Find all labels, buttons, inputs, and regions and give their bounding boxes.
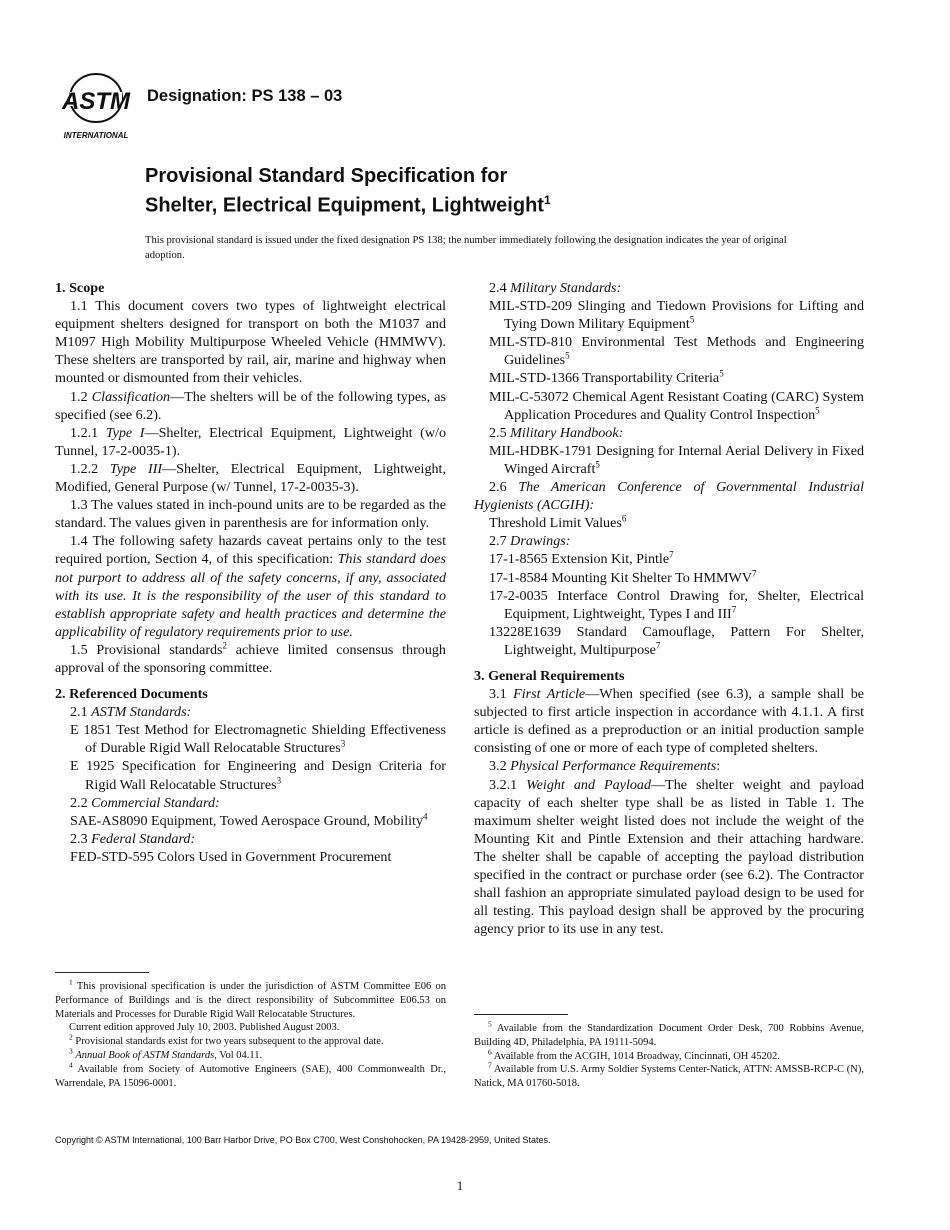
ref-text: SAE-AS8090 Equipment, Towed Aerospace Ground, Mobility (70, 812, 424, 829)
para-3-2 (474, 757, 864, 775)
para-text: —When specified (see 6.3), a sample shall be subjected to first article inspection in accordance with 4.1.1. A first article is defined as a preproduction or an initial production sample consisting of one or more of each type of completed shelters. (474, 686, 864, 757)
para-num: 2.1 (70, 704, 88, 721)
footnote-text: Available from the ACGIH, 1014 Broadway, Cincinnati, OH 45202. (493, 1050, 780, 1062)
footnote-text: Provisional standards exist for two years subsequent to the approval date. (75, 1036, 384, 1048)
ref-text: MIL-STD-1366 Transportability Criteria (489, 370, 720, 387)
footnote-ref[interactable]: 3 (276, 774, 282, 785)
para-2-2 (55, 794, 446, 812)
ref-text: 17-2-0035 Interface Control Drawing for, Shelter, Electrical Equipment, Lightweight, Types I and III (489, 587, 864, 622)
para-label: ASTM Standards: (91, 704, 192, 721)
para-text: —Shelter, Electrical Equipment, Lightweight (w/o Tunnel, 17-2-0035-1). (55, 424, 446, 459)
ref-text: Threshold Limit Values (489, 515, 622, 532)
para-label: Weight and Payload (526, 776, 651, 793)
para-1-5 (55, 641, 446, 677)
ref-mil-std-209 (474, 297, 864, 333)
footnote-rule-left (55, 972, 149, 973)
ref-text: E 1925 Specification for Engineering and Design Criteria for Rigid Wall Relocatable Structures (70, 758, 446, 793)
para-num: 3.1 (489, 686, 507, 703)
footnote-text: Available from the Standardization Document Order Desk, 700 Robbins Avenue, Building 4D, Philadelphia, PA 19111-5094. (474, 1023, 864, 1048)
para-num: 1.2.1 (70, 424, 99, 441)
footnote-marker: 3 (69, 1046, 73, 1056)
footnote-2 (55, 1032, 446, 1049)
para-label: First Article (513, 686, 586, 703)
title-line-2 (145, 188, 551, 218)
title-line-2-text: Shelter, Electrical Equipment, Lightweight (145, 194, 544, 217)
para-text: —Shelter, Electrical Equipment, Lightweight, Modified, General Purpose (w/ Tunnel, 17-2-0035-3). (55, 460, 446, 496)
para-1-2-1 (55, 424, 446, 460)
para-label: Drawings: (510, 533, 571, 550)
footnote-marker: 4 (69, 1060, 73, 1070)
para-text: 1.5 Provisional standards (70, 641, 223, 658)
para-num: 2.4 (489, 280, 507, 296)
para-2-4 (474, 279, 864, 297)
footnote-ref[interactable]: 7 (752, 567, 757, 578)
footnote-ref[interactable]: 5 (565, 350, 570, 361)
para-label: Federal Standard: (91, 830, 196, 847)
para-num: 3.2.1 (489, 776, 518, 793)
footnotes-left (55, 977, 446, 1090)
footnote-ref[interactable]: 7 (655, 640, 661, 651)
ref-mil-std-810 (474, 333, 864, 369)
ref-text: MIL-STD-810 Environmental Test Methods and Engineering Guidelines (489, 334, 864, 369)
para-2-1 (55, 703, 446, 721)
ref-text: MIL-C-53072 Chemical Agent Resistant Coating (CARC) System Application Procedures and Quality Control Inspection (489, 388, 864, 423)
ref-fed-std: FED-STD-595 Colors Used in Government Procurement (70, 848, 392, 865)
ref-tlv (474, 514, 864, 532)
copyright-notice: Copyright © ASTM International, 100 Barr Harbor Drive, PO Box C700, West Conshohocken, PA 19428-2959, United States. (55, 1135, 551, 1145)
para-num: 1.2 (70, 388, 88, 405)
astm-logo (56, 70, 136, 144)
para-label: Type I (105, 424, 145, 441)
footnote-1-edition: Current edition approved July 10, 2003. Published August 2003. (69, 1022, 340, 1034)
footnote-rule-right (474, 1014, 568, 1015)
issued-note: This provisional standard is issued under the fixed designation PS 138; the number immediately following the designation indicates the year of original adoption. (145, 235, 787, 261)
ref-mil-std-1366 (474, 369, 864, 387)
footnote-text: This provisional specification is under the jurisdiction of ASTM Committee E06 on Performance of Buildings and is the direct responsibility of Subcommittee E06.53 on Materials and Processes for Durable Rigid Wall Relocatable Structures. (55, 981, 446, 1020)
para-text: achieve limited consensus through approval of the sponsoring committee. (55, 641, 446, 676)
ref-text: MIL-HDBK-1791 Designing for Internal Aerial Delivery in Fixed Winged Aircraft (489, 442, 864, 477)
ref-text: 13228E1639 Standard Camouflage, Pattern For Shelter, Lightweight, Multipurpose (489, 623, 864, 658)
para-label: Military Standards: (510, 280, 622, 296)
scope-heading: 1. Scope (55, 280, 105, 296)
drawing-8584 (474, 569, 864, 587)
drawing-8565 (474, 550, 864, 568)
footnote-ref[interactable]: 5 (595, 459, 600, 470)
para-1-4 (55, 532, 446, 641)
para-2-3 (55, 830, 446, 848)
footnote-ref[interactable]: 7 (731, 604, 737, 614)
ref-text: E 1851 Test Method for Electromagnetic Shielding Effectiveness of Durable Rigid Wall Relocatable Structures (70, 722, 446, 757)
footnote-marker: 6 (488, 1047, 492, 1057)
left-column (55, 279, 446, 866)
footnote-ref[interactable]: 4 (423, 811, 428, 822)
safety-caveat: This standard does not purport to address all of the safety concerns, if any, associated with its use. It is the responsibility of the user of this standard to establish appropriate safety and health practices and determine the applicability of regulatory requirements prior to use. (55, 551, 446, 640)
para-label: Type III (109, 460, 163, 477)
footnote-6 (474, 1047, 864, 1064)
footnote-4 (55, 1060, 446, 1091)
para-3-1 (474, 685, 864, 757)
para-2-7 (474, 532, 864, 550)
footnote-ref[interactable]: 5 (689, 314, 695, 325)
para-1-1: 1.1 This document covers two types of lightweight electrical equipment shelters designed for transport on both the M1037 and M1097 High Mobility Multipurpose Wheeled Vehicle (HMMWV). These shelters are transported by rail, air, marine and highway when mounted or dismounted from their vehicles. (55, 298, 446, 387)
para-text: : (716, 758, 721, 775)
footnote-text: Available from U.S. Army Soldier Systems Center-Natick, ATTN: AMSSB-RCP-C (N), Natick, MA 01760-5018. (474, 1064, 864, 1090)
para-num: 2.2 (70, 794, 88, 811)
document-title (145, 164, 551, 218)
footnote-ref[interactable]: 3 (340, 738, 346, 749)
para-text: —The shelters will be of the following types, as specified (see 6.2). (55, 388, 447, 423)
footnote-text: Available from Society of Automotive Engineers (SAE), 400 Commonwealth Dr., Warrendale, PA 15096-0001. (55, 1063, 446, 1089)
footnote-5 (474, 1019, 864, 1050)
drawing-0035 (474, 587, 864, 623)
astm-logo-graphic (56, 70, 136, 144)
footnote-1 (55, 977, 446, 1021)
para-text: —The shelter weight and payload capacity of each shelter type shall be as listed in Table 1. The maximum shelter weight listed does not include the weight of the Mounting Kit and Pintle Extension and their attaching hardware. The shelter shall be capable of accepting the payload distribution specified in the contract or purchase order (see 6.2). The Contractor shall fashion an appropriate simulated payload design to be used for all testing. This payload design shall be approved by the procuring agency prior to its use in any test. (474, 776, 864, 938)
referenced-documents-heading: 2. Referenced Documents (55, 686, 208, 703)
ref-text: 17-1-8584 Mounting Kit Shelter To HMMWV (489, 569, 752, 586)
ref-text: MIL-STD-209 Slinging and Tiedown Provisions for Lifting and Tying Down Military Equipment (489, 298, 864, 333)
footnote-marker: 5 (488, 1019, 492, 1029)
para-label: Physical Performance Requirements (510, 758, 717, 775)
para-num: 2.5 (489, 424, 507, 441)
footnote-marker: 1 (69, 977, 73, 987)
footnote-7 (474, 1060, 864, 1091)
footnote-marker: 7 (488, 1060, 492, 1070)
ref-e1851 (55, 721, 446, 757)
para-1-2 (55, 388, 446, 424)
para-2-5 (474, 424, 864, 442)
footnote-ref[interactable]: 7 (669, 549, 674, 560)
para-label: The American Conference of Governmental Industrial Hygienists (ACGIH): (474, 479, 865, 514)
para-text: 1.4 The following safety hazards caveat pertains only to the test required portion, Section 4, of this specification: (55, 533, 446, 568)
designation: Designation: PS 138 – 03 (147, 87, 343, 105)
title-footnote-ref[interactable]: 1 (543, 193, 551, 207)
title-line-1: Provisional Standard Specification for (145, 165, 508, 187)
ref-text: 17-1-8565 Extension Kit, Pintle (489, 551, 670, 568)
drawing-13228 (474, 623, 864, 659)
footnote-marker: 2 (69, 1032, 73, 1042)
para-num: 2.6 (489, 479, 507, 496)
footnote-text: Annual Book of ASTM Standards (75, 1049, 215, 1061)
footnote-ref[interactable]: 2 (222, 640, 228, 651)
ref-mil-c-53072 (474, 388, 864, 424)
logo-text: ASTM (62, 88, 130, 115)
footnote-ref[interactable]: 5 (815, 404, 820, 415)
para-label: Commercial Standard: (91, 794, 220, 811)
para-num: 1.2.2 (70, 460, 99, 477)
footnote-ref[interactable]: 5 (719, 368, 724, 379)
footnote-3 (55, 1046, 446, 1063)
para-num: 3.2 (489, 758, 507, 775)
para-3-2-1 (474, 776, 864, 939)
para-1-2-2 (55, 460, 446, 496)
footnotes-right (474, 1019, 864, 1091)
ref-mil-hdbk-1791 (474, 442, 864, 478)
right-column (474, 279, 864, 938)
para-label: Military Handbook: (510, 424, 624, 441)
para-2-6 (474, 478, 864, 514)
para-num: 2.3 (70, 830, 88, 847)
general-requirements-heading: 3. General Requirements (474, 667, 625, 684)
logo-subtext: INTERNATIONAL (63, 131, 129, 140)
ref-sae (55, 812, 446, 830)
footnote-text: , Vol 04.11. (214, 1049, 263, 1061)
para-label: Classification (91, 388, 171, 405)
para-num: 2.7 (489, 533, 507, 550)
para-1-3: 1.3 The values stated in inch-pound units are to be regarded as the standard. The values given in parenthesis are for information only. (55, 497, 446, 532)
footnote-ref[interactable]: 6 (621, 513, 627, 524)
ref-e1925 (55, 757, 446, 793)
page-number: 1 (456, 1178, 464, 1193)
